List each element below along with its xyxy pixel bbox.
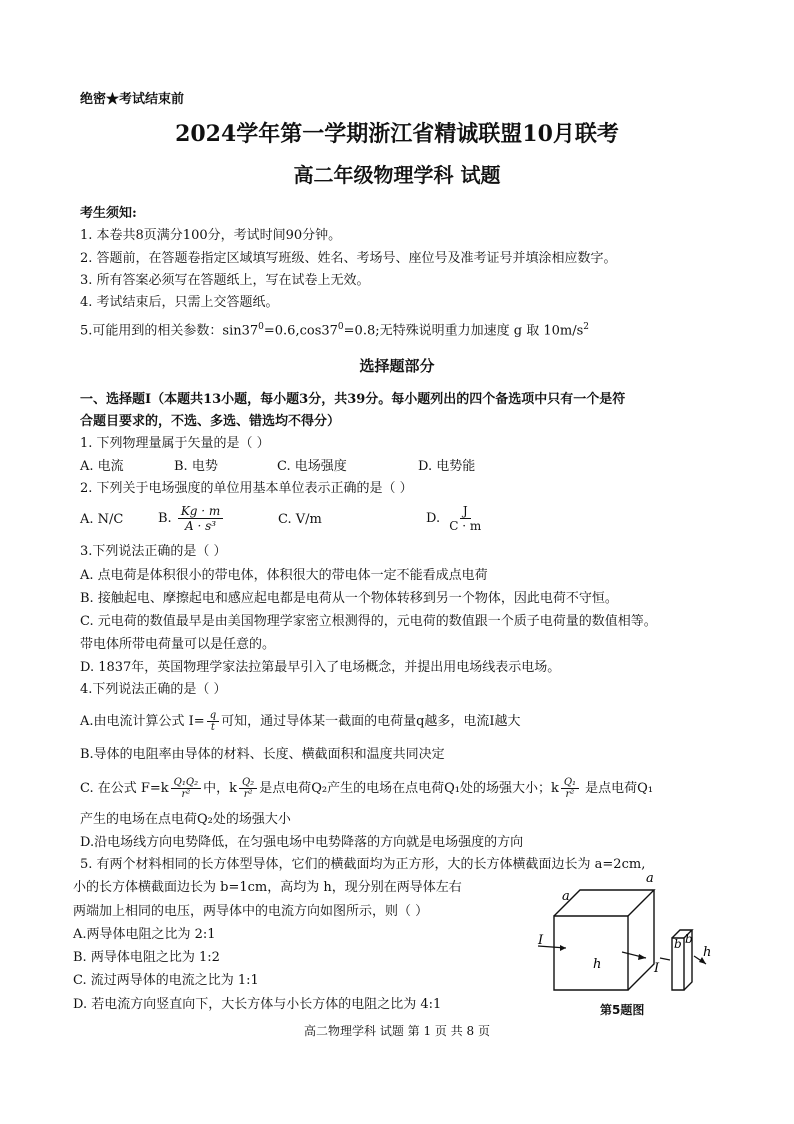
exam-title: 2024学年第一学期浙江省精诚联盟10月联考 xyxy=(175,121,619,147)
q1-option-b: B. 电势 xyxy=(174,459,218,474)
q5-figure-caption: 第5题图 xyxy=(600,1003,645,1017)
confidential-mark: 绝密★考试结束前 xyxy=(80,92,185,107)
q2-stem: 2. 下列关于电场强度的单位用基本单位表示正确的是（ ） xyxy=(80,481,413,496)
notice-item-4: 4. 考试结束后，只需上交答题纸。 xyxy=(80,295,279,310)
notice-heading: 考生须知: xyxy=(80,206,137,221)
notice-item-5: 5.可能用到的相关参数：$\sin 37^0=0.6,\cos 37^0=0.8$;无特殊说明重力加速度 g 取 $10m/s^2$ xyxy=(80,322,589,339)
notice-item-2: 2. 答题前，在答题卷指定区域填写班级、姓名、考场号、座位号及准考证号并填涂相应数字。 xyxy=(80,251,617,266)
q3-option-c-line1: C. 元电荷的数值最早是由美国物理学家密立根测得的，元电荷的数值跟一个质子电荷量的数值相等。 xyxy=(80,614,657,629)
notice-item-1: 1. 本卷共8页满分100分，考试时间90分钟。 xyxy=(80,228,342,243)
q1-option-c: C. 电场强度 xyxy=(277,459,347,474)
notice-item-3: 3. 所有答案必须写在答题纸上，写在试卷上无效。 xyxy=(80,273,370,288)
q5-option-a: A.两导体电阻之比为 2:1 xyxy=(73,927,216,942)
label-current-large: I xyxy=(538,933,544,948)
q5-stem-line1: 5. 有两个材料相同的长方体型导体，它们的横截面均为正方形，大的长方体横截面边长为 a=2cm, xyxy=(80,857,646,872)
label-h-large: h xyxy=(593,957,602,972)
part1-instructions-line2: 合题目要求的，不选、多选、错选均不得分） xyxy=(80,414,341,429)
page-footer: 高二物理学科 试题 第 1 页 共 8 页 xyxy=(304,1024,490,1038)
label-current-small: I xyxy=(654,961,660,976)
q3-option-b: B. 接触起电、摩擦起电和感应起电都是电荷从一个物体转移到另一个物体，因此电荷不守恒。 xyxy=(80,591,618,606)
q5-option-b: B. 两导体电阻之比为 1:2 xyxy=(73,950,220,965)
q2-option-d: D. $\frac{J}{C \cdot m}$ xyxy=(426,501,486,537)
label-h-small: h xyxy=(703,945,712,960)
label-a-side: a xyxy=(646,871,654,886)
q3-option-c-line2: 带电体所带电荷量可以是任意的。 xyxy=(80,637,276,652)
q4-option-c-line2: 产生的电场在点电荷Q₂处的场强大小 xyxy=(80,812,291,827)
q5-stem-line2: 小的长方体横截面边长为 b=1cm，高均为 h，现分别在两导体左右 xyxy=(73,880,462,895)
q5-option-d: D. 若电流方向竖直向下，大长方体与小长方体的电阻之比为 4:1 xyxy=(73,997,442,1012)
q2-option-c: C. V/m xyxy=(278,512,322,527)
q2-option-d-fraction: $\frac{J}{C \cdot m}$ xyxy=(449,504,482,533)
q2-option-b-fraction: $\frac{Kg \cdot m}{\text{A · s³}}$ xyxy=(178,504,223,533)
q5-option-c: C. 流过两导体的电流之比为 1:1 xyxy=(73,973,259,988)
q2-option-b: B. $\frac{Kg \cdot m}{\text{A · s³}}$ xyxy=(158,501,225,537)
label-b-front: b xyxy=(674,937,682,951)
q1-stem: 1. 下列物理量属于矢量的是（ ） xyxy=(80,436,270,451)
q1-option-d: D. 电势能 xyxy=(418,459,476,474)
q3-option-a: A. 点电荷是体积很小的带电体，体积很大的带电体一定不能看成点电荷 xyxy=(80,568,488,583)
large-cuboid xyxy=(554,890,654,990)
q4-option-a: A.由电流计算公式 I= $\frac{q}{t}$ 可知，通过导体某一截面的电荷量q越多，电流I越大 xyxy=(80,710,521,733)
label-b-side: b xyxy=(685,932,693,946)
q4-option-d: D.沿电场线方向电势降低，在匀强电场中电势降落的方向就是电场强度的方向 xyxy=(80,835,524,850)
q3-stem: 3.下列说法正确的是（ ） xyxy=(80,544,227,559)
q2-option-a: A. N/C xyxy=(80,512,124,527)
current-arrowhead-large-exit xyxy=(638,954,646,960)
part1-instructions-line1: 一、选择题Ⅰ（本题共13小题，每小题3分，共39分。每小题列出的四个备选项中只有一个是符 xyxy=(80,392,626,407)
current-arrow-small-entry xyxy=(660,958,670,960)
label-a-top: a xyxy=(562,889,570,904)
section-title: 选择题部分 xyxy=(359,357,435,375)
q4-option-c-line1: C. 在公式 F=k $\frac{\text{Q₁Q₂}}{\text{r²}}$ 中，k $\frac{\text{Q₂}}{\text{r²}}$ 是点电荷Q₂产生的电场在点电荷Q₁处的场强大小；k $\frac{\text{Q₁}}{\text{r²}}$ 是点电荷Q₁ xyxy=(80,777,654,800)
q5-stem-line3: 两端加上相同的电压，两导体中的电流方向如图所示，则（ ） xyxy=(73,904,429,919)
q1-option-a: A. 电流 xyxy=(80,459,124,474)
current-arrowhead-large xyxy=(560,945,566,951)
q4-stem: 4.下列说法正确的是（ ） xyxy=(80,682,227,697)
q4-option-b: B.导体的电阻率由导体的材料、长度、横截面积和温度共同决定 xyxy=(80,747,445,762)
q5-figure xyxy=(510,868,730,1008)
exam-subtitle: 高二年级物理学科 试题 xyxy=(293,163,501,187)
q3-option-d: D. 1837年，英国物理学家法拉第最早引入了电场概念，并提出用电场线表示电场。 xyxy=(80,660,561,675)
